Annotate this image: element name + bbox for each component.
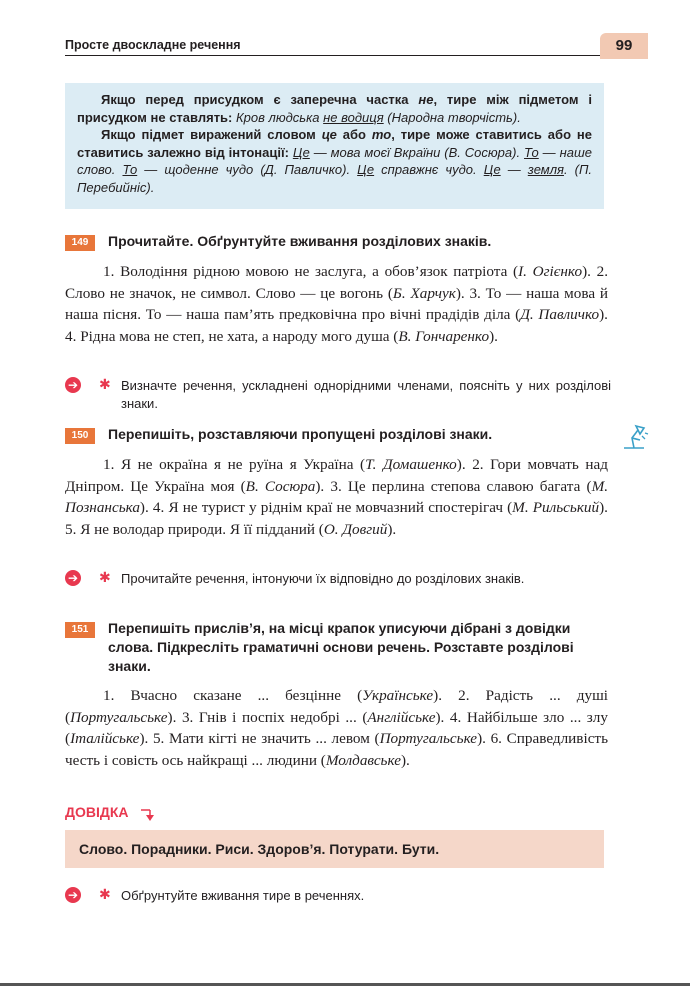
rule-example: Це (357, 162, 375, 177)
rule-text: то (371, 127, 392, 142)
task-sentence: ). 3. Це перлина степова славою багата ( (315, 477, 592, 495)
task-151-text (65, 685, 608, 771)
task-sentence: ). 3. Гнів і поспіх недобрі ... ( (167, 708, 368, 726)
task-151-header (65, 619, 605, 677)
rule-source: . (П. Перебийніс). (77, 162, 592, 195)
asterisk-icon: ✱ (99, 886, 111, 902)
rule-example: — наше слово. (77, 144, 592, 177)
header-divider (65, 55, 635, 56)
source-language: Португальське (379, 730, 478, 747)
task-sentence: 1. Вчасно сказане ... безцінне ( (103, 687, 363, 704)
task-sentence: ). (387, 520, 397, 538)
task-149-header (65, 232, 605, 252)
task-sentence: 1. Я не окраїна я не руїна я Україна ( (103, 456, 366, 473)
task-title: Прочитайте. Обґрунтуйте вживання розділових знаків. (108, 233, 492, 249)
author: І. Огієнко (518, 263, 583, 280)
source-language: Італійське (70, 730, 140, 747)
dovidka-title: ДОВІДКА (65, 804, 129, 820)
rule-paragraph-2 (77, 126, 592, 196)
rule-example: не водиця (323, 109, 384, 125)
final-note (65, 887, 610, 907)
task-150-note (65, 570, 610, 606)
author: М. Познанська (65, 477, 609, 516)
arrow-right-circle-icon: ➔ (65, 887, 81, 903)
author: В. Сосюра (245, 477, 316, 495)
asterisk-icon: ✱ (99, 569, 111, 585)
task-sentence: ). 5. Я не володар природи. Я її підданий ( (65, 499, 608, 538)
source-language: Молдавське (325, 751, 401, 769)
rule-example: — мова моєї Вкраїни (В. Сосюра). (309, 144, 521, 160)
author: М. Рильський (512, 499, 600, 516)
rule-example: Це (483, 162, 501, 177)
asterisk-icon: ✱ (99, 376, 111, 392)
task-sentence: ). 6. Справедливість честь і совість ось найкращі ... людини ( (65, 730, 608, 769)
note-text: Прочитайте речення, інтонуючи їх відповідно до розділових знаків. (121, 571, 525, 586)
rule-box (65, 83, 604, 209)
page-header-title: Просте двоскладне речення (65, 38, 241, 52)
rule-source: (Народна творчість). (383, 109, 521, 125)
author: Т. Домашенко (365, 456, 457, 473)
source-language: Англійське (367, 708, 436, 726)
rule-text: не (418, 92, 434, 107)
rule-text: , тире між підметом і присудком не ставлять: (77, 92, 593, 125)
task-sentence: ). 2. Слово не значок, не символ. Слово — це вогонь ( (65, 263, 609, 302)
task-sentence: ). 4. Найбільше зло ... злу ( (65, 708, 608, 747)
rule-example: — щоденне чудо (Д. Павличко). (137, 162, 358, 177)
dovidka-box: Слово. Порадники. Риси. Здоров’я. Потурати. Бути. (65, 830, 604, 868)
task-149-note (65, 377, 610, 413)
page-number: 99 (600, 33, 648, 59)
task-sentence: ). (489, 327, 498, 345)
rule-example: — (500, 162, 528, 177)
rule-example: Це (292, 144, 310, 160)
arrow-right-circle-icon: ➔ (65, 570, 81, 586)
bottom-divider (0, 983, 690, 986)
task-number-badge: 151 (65, 622, 95, 638)
lamp-icon (618, 420, 650, 452)
author: В. Гончаренко (398, 327, 490, 345)
task-sentence: ). 3. То — наша мова й наша пісня. То — наша пам’ять предковічна про вічні прадідів діла ( (65, 284, 608, 323)
task-number-badge: 149 (65, 235, 95, 251)
task-sentence: 1. Володіння рідною мовою не заслуга, а обов’язок патріота ( (103, 263, 519, 280)
note-text: Обґрунтуйте вживання тире в реченнях. (121, 888, 365, 903)
rule-example: справжнє чудо. (374, 162, 477, 177)
note-text: Визначте речення, ускладнені однорідними членами, поясніть у них розділові знаки. (121, 378, 611, 411)
task-sentence: ). 2. Радість ... душі ( (65, 687, 609, 726)
rule-example: земля (527, 162, 564, 177)
task-sentence: ). (400, 751, 410, 769)
rule-example: То (524, 144, 539, 160)
arrow-down-icon (141, 808, 161, 822)
task-sentence: ). 4. Рідна мова не степ, не хата, а народу мого душа ( (65, 306, 608, 345)
source-language: Португальське (70, 708, 168, 726)
rule-text: , тире може ставитись або не ставитись залежно від інтонації: (77, 127, 592, 160)
task-149-text (65, 261, 608, 347)
task-sentence: ). 4. Я не турист у ріднім краї не мовчазний спостерігач ( (139, 499, 513, 516)
source-language: Українське (362, 687, 434, 704)
author: Д. Павличко (520, 306, 600, 323)
author: О. Довгий (323, 520, 388, 538)
task-150-header (65, 425, 605, 445)
rule-text: це (321, 127, 337, 142)
rule-example: То (122, 162, 138, 177)
task-title: Перепишіть прислів’я, на місці крапок уписуючи дібрані з довідки слова. Підкресліть граматичні основи речень. Розставте розділові знаки. (108, 620, 574, 674)
author: Б. Харчук (392, 284, 456, 302)
task-150-text (65, 454, 608, 540)
task-sentence: ). 2. Гори мовчать над Дніпром. Це Україна моя ( (65, 456, 609, 495)
rule-text: Якщо підмет виражений словом (101, 127, 322, 142)
rule-example: Кров людська (236, 109, 324, 125)
task-title: Перепишіть, розставляючи пропущені розділові знаки. (108, 426, 493, 442)
arrow-right-circle-icon: ➔ (65, 377, 81, 393)
rule-text: Якщо перед присудком є заперечна частка (101, 92, 419, 107)
task-number-badge: 150 (65, 428, 95, 444)
task-sentence: ). 5. Мати кігті не значить ... левом ( (139, 730, 380, 747)
rule-paragraph-1 (77, 91, 592, 126)
rule-text: або (336, 127, 372, 142)
